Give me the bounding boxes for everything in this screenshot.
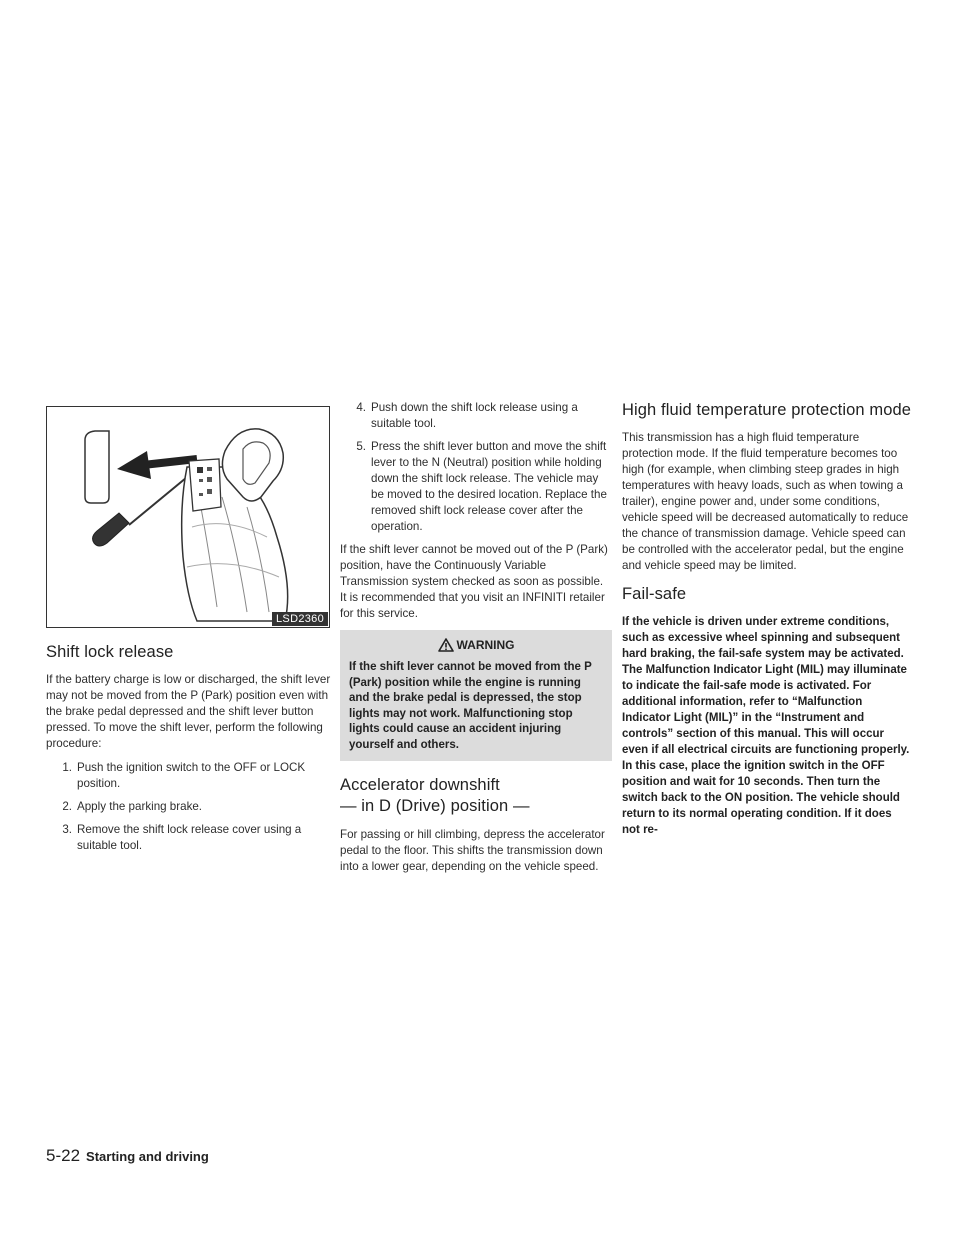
figure-code: LSD2360 — [272, 612, 328, 626]
warning-header — [349, 638, 603, 652]
page-number: 5-22 — [46, 1146, 81, 1165]
warning-box — [340, 630, 612, 761]
column-3 — [622, 400, 912, 838]
step-item: 1. Push the ignition switch to the OFF or LOCK position. — [62, 761, 306, 790]
step-item: 5. Press the shift lever button and move the shift lever to the N (Neutral) position while holding down the shift lock release. The vehicle may be moved to the desired location. Replace the removed shift lock release cover after the operation. — [356, 440, 607, 533]
shift-lock-figure — [46, 406, 330, 628]
high-fluid-temp-heading: High fluid temperature protection mode — [622, 401, 912, 419]
page-footer — [46, 1146, 209, 1166]
accelerator-downshift-heading: Accelerator downshift — in D (Drive) position — — [340, 776, 530, 815]
warning-triangle-icon — [438, 638, 454, 652]
step-item: 3. Remove the shift lock release cover using a suitable tool. — [62, 823, 302, 852]
accelerator-para: For passing or hill climbing, depress the accelerator pedal to the floor. This shifts the transmission down into a lower gear, depending on the vehicle speed. — [340, 828, 605, 873]
warning-title: WARNING — [456, 638, 515, 652]
step-item: 2. Apply the parking brake. — [62, 800, 203, 813]
column-2 — [340, 400, 612, 883]
steps-list-2 — [340, 400, 612, 535]
cvt-check-para: If the shift lever cannot be moved out of the P (Park) position, have the Continuously Variable Transmission system checked as soon as possible. It is recommended that you visit an INFINITI retailer for this service. — [340, 543, 608, 620]
shift-lock-intro: If the battery charge is low or discharged, the shift lever may not be moved from the P (Park) position even with the brake pedal depressed and the shift lever button pressed. To move the shift lever, perform the following procedure: — [46, 673, 331, 750]
step-item: 4. Push down the shift lock release using a suitable tool. — [356, 401, 578, 430]
fail-safe-para: If the vehicle is driven under extreme conditions, such as excessive wheel spinning and subsequent hard braking, the fail-safe system may be activated. The Malfunction Indicator Light (MIL) may illuminate to indicate the fail-safe mode is activated. For additional information, refer to “Malfunction Indicator Light (MIL)” in the “Instrument and controls” section of this manual. This will occur even if all electrical circuits are functioning properly. In this case, place the ignition switch in the OFF position and wait for 10 seconds. Then turn the switch back to the ON position. The vehicle should return to its normal operating condition. If it does not re- — [622, 616, 910, 836]
section-name: Starting and driving — [86, 1149, 209, 1164]
fail-safe-heading: Fail-safe — [622, 585, 687, 603]
column-1 — [46, 400, 332, 861]
warning-text: If the shift lever cannot be moved from the P (Park) position while the engine is running and the brake pedal is depressed, the stop lights may not work. Malfunctioning stop lights could cause an accident injuring yourself and others. — [349, 661, 592, 751]
steps-list-1 — [46, 760, 332, 854]
shift-lever-illustration — [47, 407, 331, 629]
shift-lock-heading: Shift lock release — [46, 643, 174, 661]
high-fluid-temp-para: This transmission has a high fluid temperature protection mode. If the fluid temperature becomes too high (for example, when climbing steep grades in high temperatures with heavy loads, such as when towing a trailer), engine power and, under some conditions, vehicle speed will be decreased automatically to reduce the chance of transmission damage. Vehicle speed can be controlled with the accelerator pedal, but the engine and vehicle speed may be limited. — [622, 431, 909, 572]
